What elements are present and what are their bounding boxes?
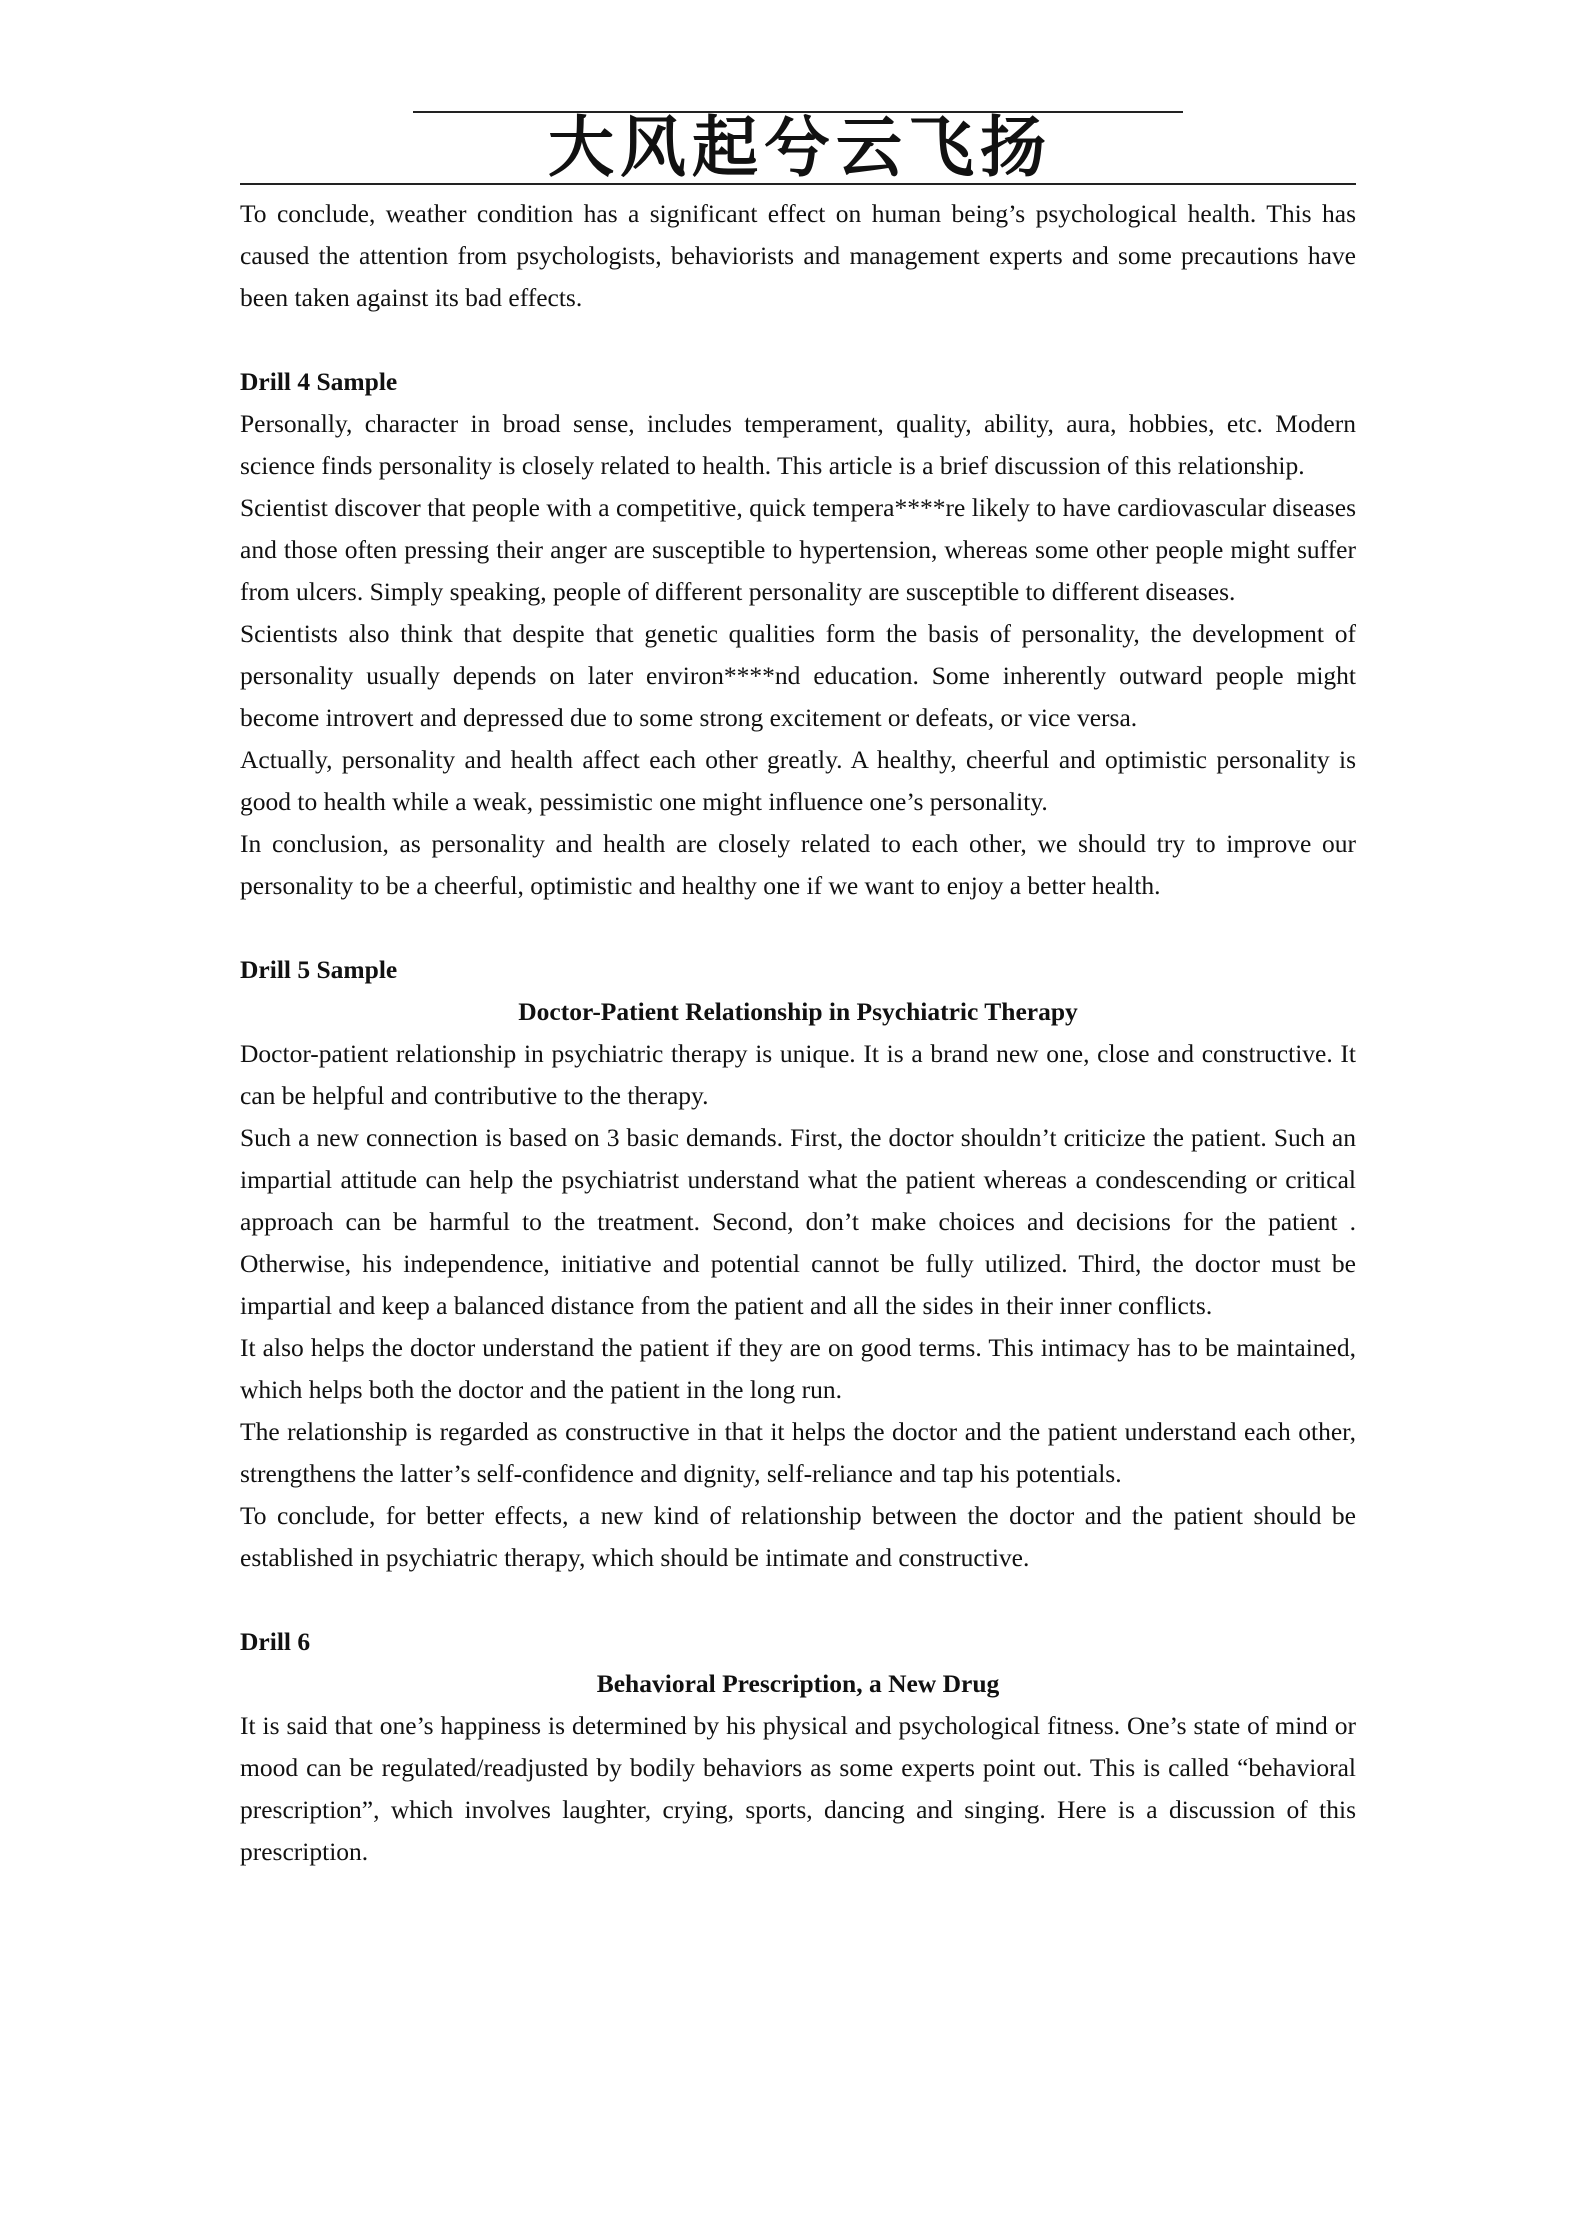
drill-6-paragraph: It is said that one’s happiness is determined by his physical and psychological fitness. One’s state of mind or mood can be regulated/readjusted by bodily behaviors as some experts point out. This is called “behavioral prescription”, which involves laughter, crying, sports, dancing and singing. Here is a discussion of this prescription.: [240, 1711, 1356, 1866]
drill-4-paragraph: Scientists also think that despite that genetic qualities form the basis of personality, the development of personality usually depends on later environ****nd education. Some inherently outward people might become introvert and depressed due to some strong excitement or defeats, or vice versa.: [240, 619, 1356, 732]
drill-6-heading: Drill 6: [240, 1627, 311, 1656]
drill-4-paragraph: Personally, character in broad sense, includes temperament, quality, ability, aura, hobbies, etc. Modern science finds personality is closely related to health. This article is a brief discussion of this relationship.: [240, 409, 1356, 480]
drill-6-essay-title: Behavioral Prescription, a New Drug: [596, 1669, 1000, 1698]
drill-5-paragraph: The relationship is regarded as constructive in that it helps the doctor and the patient understand each other, strengthens the latter’s self-confidence and dignity, self-reliance and tap his potentials.: [240, 1417, 1356, 1488]
document-body: [240, 193, 1356, 1873]
intro-paragraph: To conclude, weather condition has a significant effect on human being’s psychological health. This has caused the attention from psychologists, behaviorists and management experts and some precautions have been taken against its bad effects.: [240, 199, 1356, 312]
drill-5-paragraph: To conclude, for better effects, a new kind of relationship between the doctor and the patient should be established in psychiatric therapy, which should be intimate and constructive.: [240, 1501, 1356, 1572]
section-spacer: [240, 1579, 1356, 1621]
drill-5-paragraph: Such a new connection is based on 3 basic demands. First, the doctor shouldn’t criticize the patient. Such an impartial attitude can help the psychiatrist understand what the patient whereas a condescending or critical approach can be harmful to the treatment. Second, don’t make choices and decisions for the patient . Otherwise, his independence, initiative and potential cannot be fully utilized. Third, the doctor must be impartial and keep a balanced distance from the patient and all the sides in their inner conflicts.: [240, 1123, 1356, 1320]
section-spacer: [240, 319, 1356, 361]
page-header: [0, 0, 1584, 190]
drill-4-paragraph: Actually, personality and health affect each other greatly. A healthy, cheerful and optimistic personality is good to health while a weak, pessimistic one might influence one’s personality.: [240, 745, 1356, 816]
calligraphy-banner: [520, 104, 1080, 184]
section-spacer: [240, 907, 1356, 949]
drill-4-paragraph: Scientist discover that people with a competitive, quick tempera****re likely to have cardiovascular diseases and those often pressing their anger are susceptible to hypertension, whereas some other people might suffer from ulcers. Simply speaking, people of different personality are susceptible to different diseases.: [240, 493, 1356, 606]
drill-5-heading: Drill 5 Sample: [240, 955, 398, 984]
drill-5-paragraph: It also helps the doctor understand the patient if they are on good terms. This intimacy has to be maintained, which helps both the doctor and the patient in the long run.: [240, 1333, 1356, 1404]
drill-5-essay-title: Doctor-Patient Relationship in Psychiatric Therapy: [518, 997, 1078, 1026]
drill-4-heading: Drill 4 Sample: [240, 367, 398, 396]
header-bottom-rule: [240, 183, 1356, 185]
drill-5-paragraph: Doctor-patient relationship in psychiatric therapy is unique. It is a brand new one, close and constructive. It can be helpful and contributive to the therapy.: [240, 1039, 1356, 1110]
calligraphy-text: 大风起兮云飞扬: [548, 109, 1052, 184]
drill-4-paragraph: In conclusion, as personality and health are closely related to each other, we should try to improve our personality to be a cheerful, optimistic and healthy one if we want to enjoy a better health.: [240, 829, 1356, 900]
